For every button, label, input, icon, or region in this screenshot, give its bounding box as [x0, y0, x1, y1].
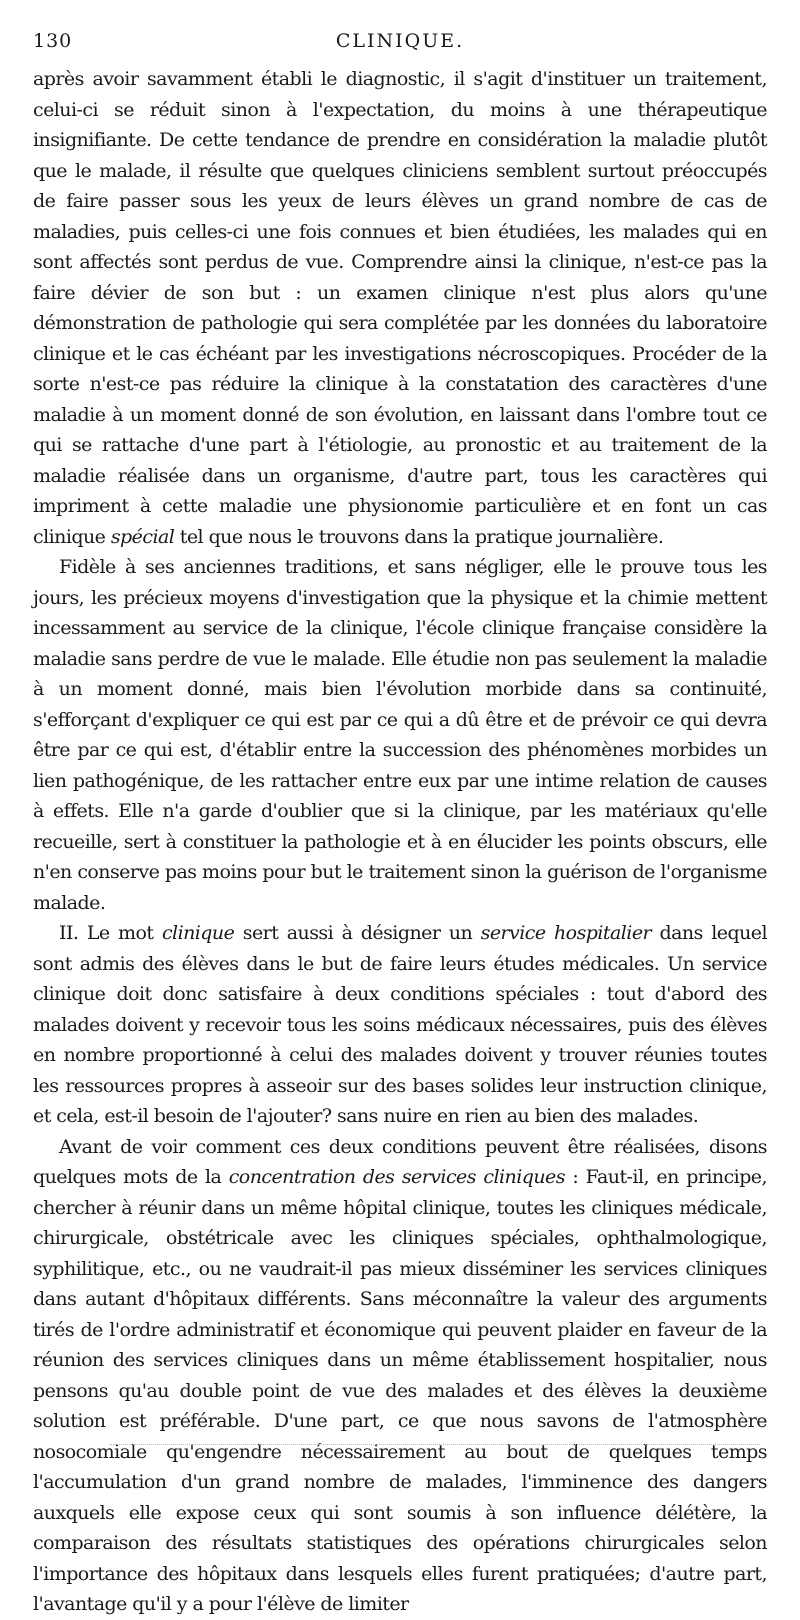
paragraph-3-emphasis-1: clinique — [161, 922, 235, 944]
paragraph-4-text-b: : Faut-il, en principe, chercher à réunir dans un même hôpital clinique, toutes les cliniques médicale, chirurgicale, obstétricale avec les cliniques spéciales, ophthalmologique, syphilitique, etc., ou ne vaudrait-il pas mieux disséminer les services cliniques dans autant d'hôpitaux différents. Sans méconnaître la valeur des arguments tirés de l'ordre administratif et économique qui peuvent plaider en faveur de la réunion des services cliniques dans un même établissement hospitalier, nous pensons qu'au double point de vue des malades et des élèves la deuxième solution est préférable. D'une part, ce que nous savons de l'atmosphère nosocomiale qu'engendre nécessairement au bout de quelques temps l'accumulation d'un grand nombre de malades, l'imminence des dangers auxquels elle expose ceux qui sont soumis à son influence délétère, la comparaison des résultats statistiques des opérations chirurgicales selon l'importance des hôpitaux dans lesquels elles furent pratiquées; d'autre part, l'avantage qu'il y a pour l'élève de limiter — [33, 1166, 767, 1615]
page-number: 130 — [33, 30, 73, 52]
paragraph-4-emphasis: concentration des services cliniques — [228, 1166, 565, 1188]
paragraph-3-text-b: sert aussi à désigner un — [234, 922, 481, 944]
paragraph-3-text-c: dans lequel sont admis des élèves dans le but de faire leurs études médicales. Un service clinique doit donc satisfaire à deux conditions spéciales : tout d'abord des malades doivent y recevoir tous les soins médicaux nécessaires, puis des élèves en nombre proportionné à celui des malades doivent y trouver réunies toutes les ressources propres à asseoir sur des bases solides leur instruction clinique, et cela, est-il besoin de l'ajouter? sans nuire en rien au bien des malades. — [33, 922, 767, 1127]
book-page — [33, 28, 767, 1620]
footer-artifact-rule — [110, 1444, 760, 1445]
paragraph-4 — [33, 1132, 767, 1620]
paragraph-1-text-a: après avoir savamment établi le diagnostic, il s'agit d'instituer un traitement, celui-ci se réduit sinon à l'expectation, du moins à une thérapeutique insignifiante. De cette tendance de prendre en considération la maladie plutôt que le malade, il résulte que quelques cliniciens semblent surtout préoccupés de faire passer sous les yeux de leurs élèves un grand nombre de cas de maladies, puis celles-ci une fois connues et bien étudiées, les malades qui en sont affectés sont perdus de vue. Comprendre ainsi la clinique, n'est-ce pas la faire dévier de son but : un examen clinique n'est plus alors qu'une démonstration de pathologie qui sera complétée par les données du laboratoire clinique et le cas échéant par les investigations nécroscopiques. Procéder de la sorte n'est-ce pas réduire la clinique à la constatation des caractères d'une maladie à un moment donné de son évolution, en laissant dans l'ombre tout ce qui se rattache d'une part à l'étiologie, au pronostic et au traitement de la maladie réalisée dans un organisme, d'autre part, tous les caractères qui impriment à cette maladie une physionomie particulière et en font un cas clinique — [33, 68, 767, 548]
paragraph-3-text-a: II. Le mot — [59, 922, 162, 944]
paragraph-1-emphasis: spécial — [110, 525, 175, 548]
paragraph-1 — [33, 64, 767, 552]
running-head: CLINIQUE. — [335, 30, 465, 52]
body-text — [33, 64, 767, 1620]
paragraph-4-text-a: Avant de voir comment ces deux conditions peuvent être réalisées, disons quelques mots de la — [33, 1135, 767, 1188]
paragraph-3 — [33, 918, 767, 1132]
paragraph-2: Fidèle à ses anciennes traditions, et sans négliger, elle le prouve tous les jours, les précieux moyens d'investigation que la physique et la chimie mettent incessamment au service de la clinique, l'école clinique française considère la maladie sans perdre de vue le malade. Elle étudie non pas seulement la maladie à un moment donné, mais bien l'évolution morbide dans sa continuité, s'efforçant d'expliquer ce qui est par ce qui a dû être et de prévoir ce qui devra être par ce qui est, d'établir entre la succession des phénomènes morbides un lien pathogénique, de les rattacher entre eux par une intime relation de causes à effets. Elle n'a garde d'oublier que si la clinique, par les matériaux qu'elle recueille, sert à constituer la pathologie et à en élucider les points obscurs, elle n'en conserve pas moins pour but le traitement sinon la guérison de l'organisme malade. — [33, 556, 767, 914]
paragraph-1-text-b: tel que nous le trouvons dans la pratique journalière. — [174, 525, 664, 548]
paragraph-3-emphasis-2: service hospitalier — [480, 922, 652, 944]
page-header — [33, 28, 767, 64]
